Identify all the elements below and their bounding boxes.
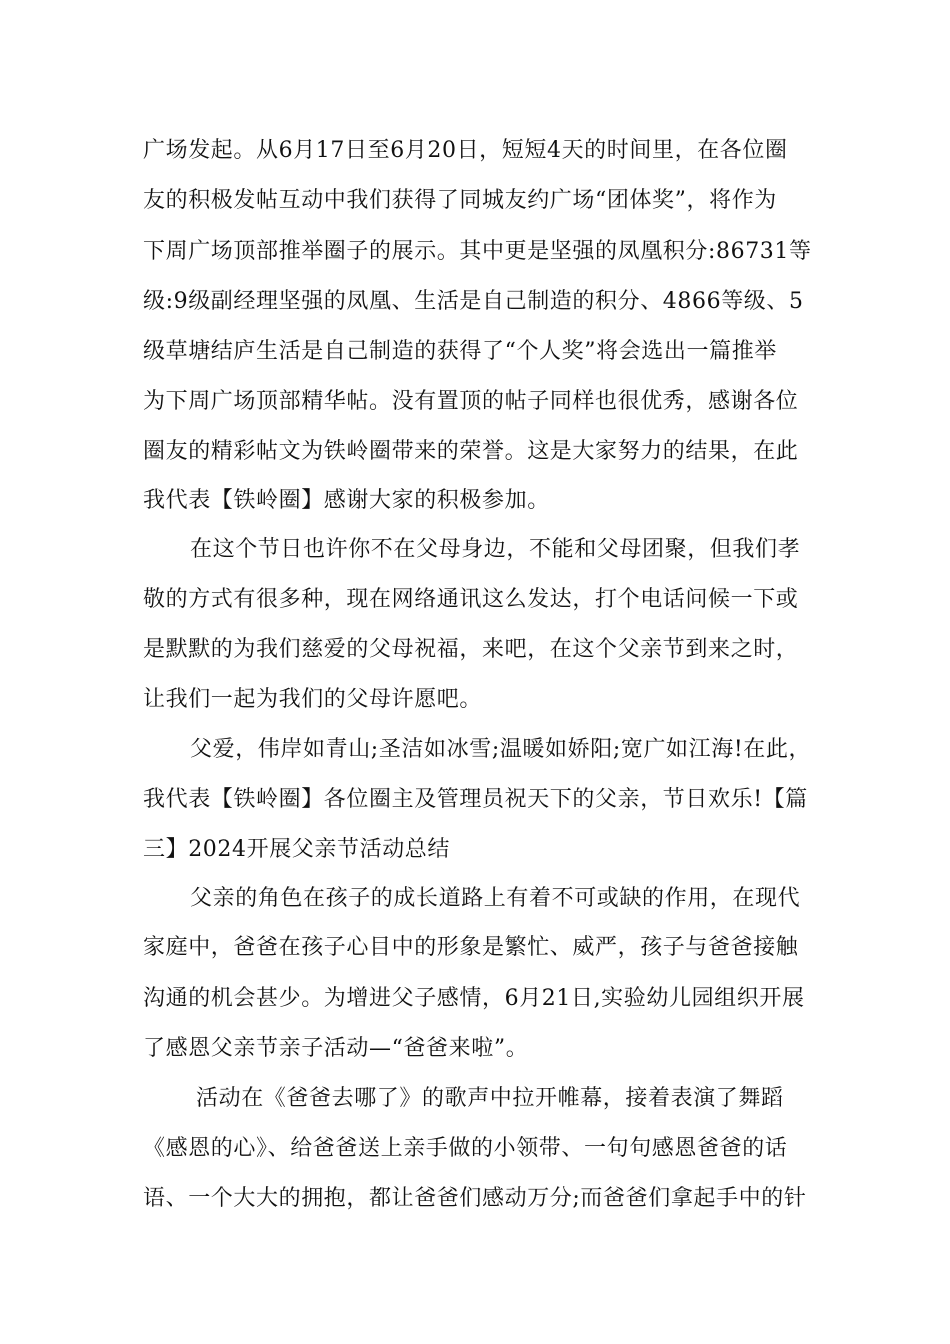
- text-line: 为下周广场顶部精华帖。没有置顶的帖子同样也很优秀，感谢各位: [143, 389, 799, 414]
- text-line: 语、一个大大的拥抱，都让爸爸们感动万分;而爸爸们拿起手中的针: [143, 1186, 807, 1211]
- text-line: 是默默的为我们慈爱的父母祝福，来吧，在这个父亲节到来之时，: [143, 637, 799, 662]
- text-line: 圈友的精彩帖文为铁岭圈带来的荣誉。这是大家努力的结果，在此: [143, 439, 799, 464]
- text-line: 活动在《爸爸去哪了》的歌声中拉开帷幕，接着表演了舞蹈: [196, 1086, 784, 1111]
- text-line: 敬的方式有很多种，现在网络通讯这么发达，打个电话问候一下或: [143, 587, 799, 612]
- text-line: 父亲的角色在孩子的成长道路上有着不可或缺的作用，在现代: [190, 886, 801, 911]
- text-line: 我代表【铁岭圈】各位圈主及管理员祝天下的父亲，节日欢乐!【篇: [143, 787, 808, 812]
- text-line: 友的积极发帖互动中我们获得了同城友约广场“团体奖”，将作为: [143, 188, 777, 213]
- text-line: 父爱，伟岸如青山;圣洁如冰雪;温暖如娇阳;宽广如江海!在此，: [190, 737, 812, 762]
- text-line: 在这个节日也许你不在父母身边，不能和父母团聚，但我们孝: [190, 537, 801, 562]
- text-line: 下周广场顶部推举圈子的展示。其中更是坚强的凤凰积分:86731等: [143, 239, 812, 264]
- text-line: 了感恩父亲节亲子活动—“爸爸来啦”。: [143, 1036, 529, 1061]
- text-line: 广场发起。从6月17日至6月20日，短短4天的时间里，在各位圈: [143, 138, 788, 163]
- text-line: 让我们一起为我们的父母许愿吧。: [143, 687, 483, 712]
- text-line: 三】2024开展父亲节活动总结: [143, 837, 450, 862]
- text-line: 家庭中，爸爸在孩子心目中的形象是繁忙、威严，孩子与爸爸接触: [143, 935, 799, 960]
- text-line: 级:9级副经理坚强的凤凰、生活是自己制造的积分、4866等级、5: [143, 289, 804, 314]
- text-line: 我代表【铁岭圈】感谢大家的积极参加。: [143, 488, 550, 513]
- text-line: 《感恩的心》、给爸爸送上亲手做的小领带、一句句感恩爸爸的话: [143, 1136, 788, 1161]
- text-line: 级草塘结庐生活是自己制造的获得了“个人奖”将会选出一篇推举: [143, 339, 777, 364]
- text-line: 沟通的机会甚少。为增进父子感情，6月21日,实验幼儿园组织开展: [143, 986, 805, 1011]
